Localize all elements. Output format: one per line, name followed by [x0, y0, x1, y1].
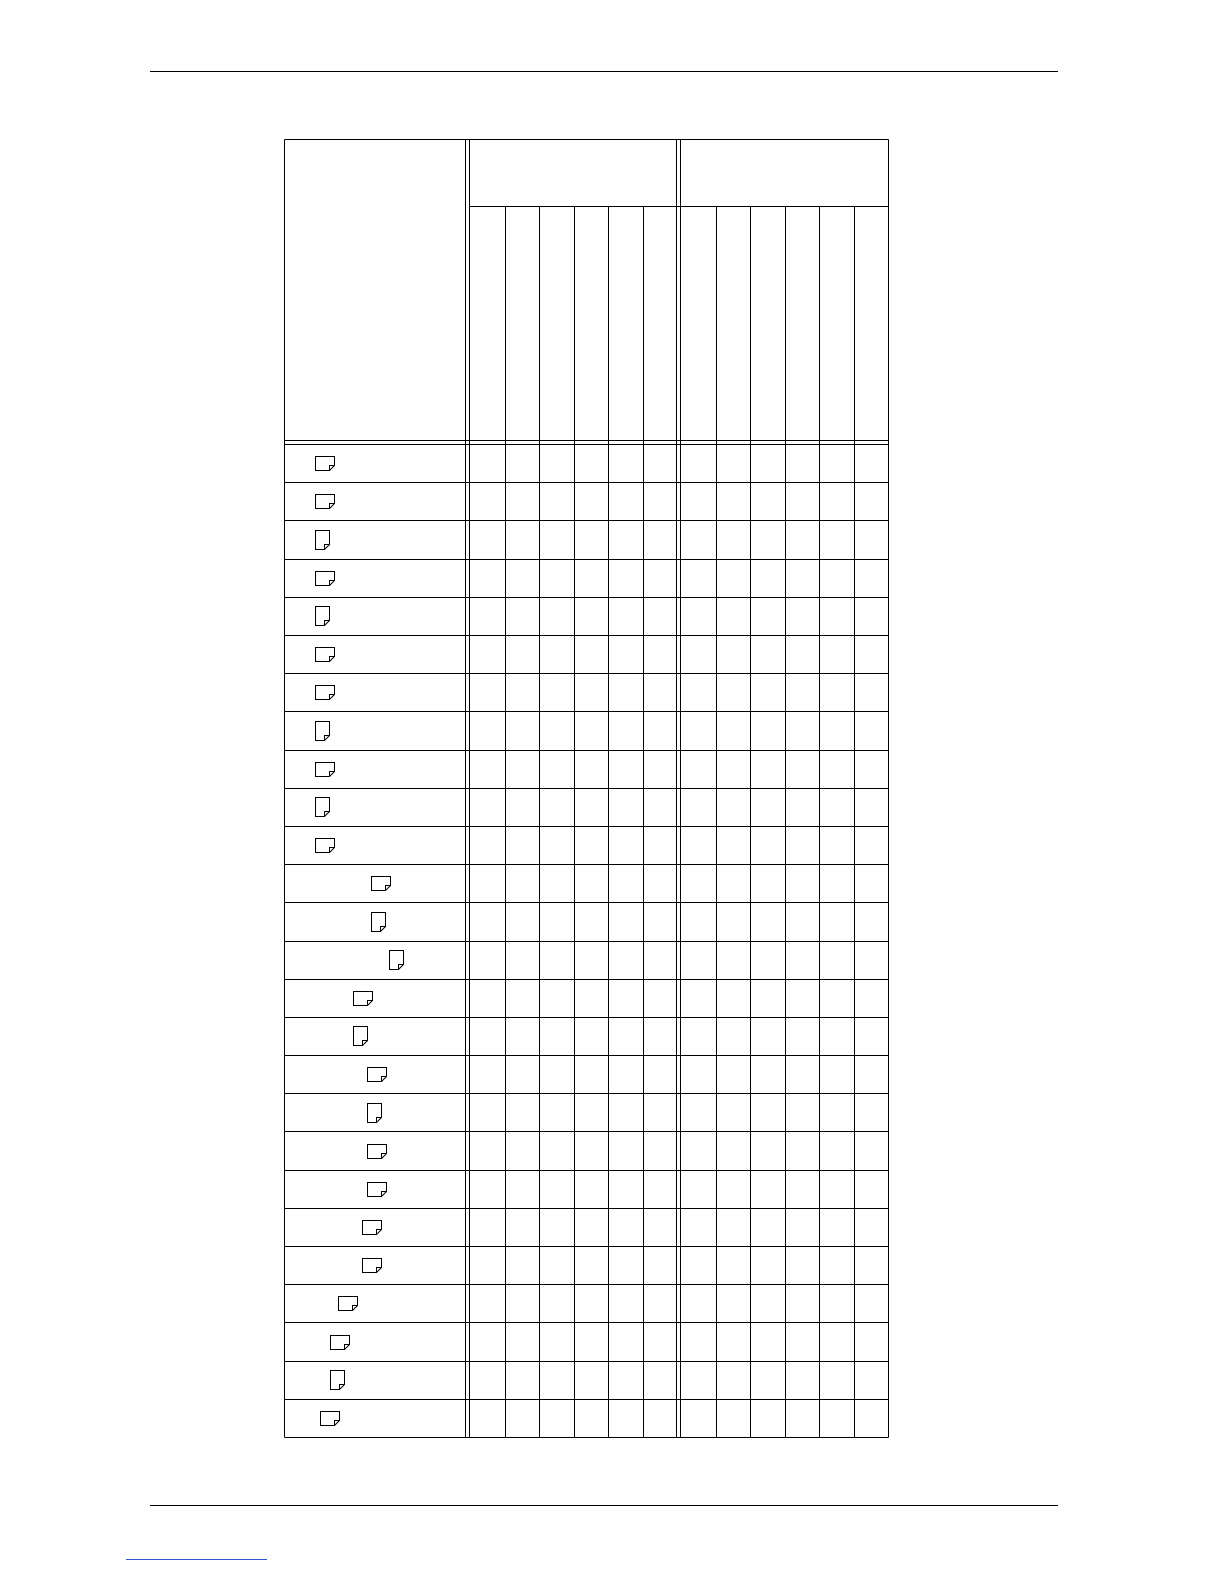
- paper-portrait-icon: [316, 607, 330, 626]
- paper-landscape-icon: [316, 839, 335, 853]
- table-grid: [285, 140, 889, 1438]
- paper-landscape-icon: [331, 1336, 350, 1350]
- footer-link-underline[interactable]: [126, 1559, 267, 1560]
- paper-portrait-icon: [316, 722, 330, 741]
- paper-landscape-icon: [316, 572, 335, 586]
- paper-landscape-icon: [368, 1145, 387, 1159]
- paper-portrait-icon: [368, 1104, 382, 1123]
- paper-portrait-icon: [331, 1371, 345, 1390]
- paper-portrait-icon: [316, 531, 330, 550]
- paper-landscape-icon: [363, 1221, 382, 1235]
- paper-landscape-icon: [316, 763, 335, 777]
- paper-landscape-icon: [316, 457, 335, 471]
- paper-landscape-icon: [354, 992, 373, 1006]
- paper-landscape-icon: [316, 495, 335, 509]
- paper-landscape-icon: [368, 1068, 387, 1082]
- paper-portrait-icon: [390, 951, 404, 970]
- paper-landscape-icon: [321, 1412, 340, 1426]
- paper-landscape-icon: [368, 1183, 387, 1197]
- paper-portrait-icon: [316, 798, 330, 817]
- paper-landscape-icon: [316, 648, 335, 662]
- paper-landscape-icon: [363, 1259, 382, 1273]
- paper-landscape-icon: [372, 877, 391, 891]
- paper-landscape-icon: [316, 686, 335, 700]
- paper-portrait-icon: [372, 913, 386, 932]
- paper-portrait-icon: [354, 1027, 368, 1046]
- footer-rule: [150, 1505, 1058, 1506]
- paper-landscape-icon: [339, 1297, 358, 1311]
